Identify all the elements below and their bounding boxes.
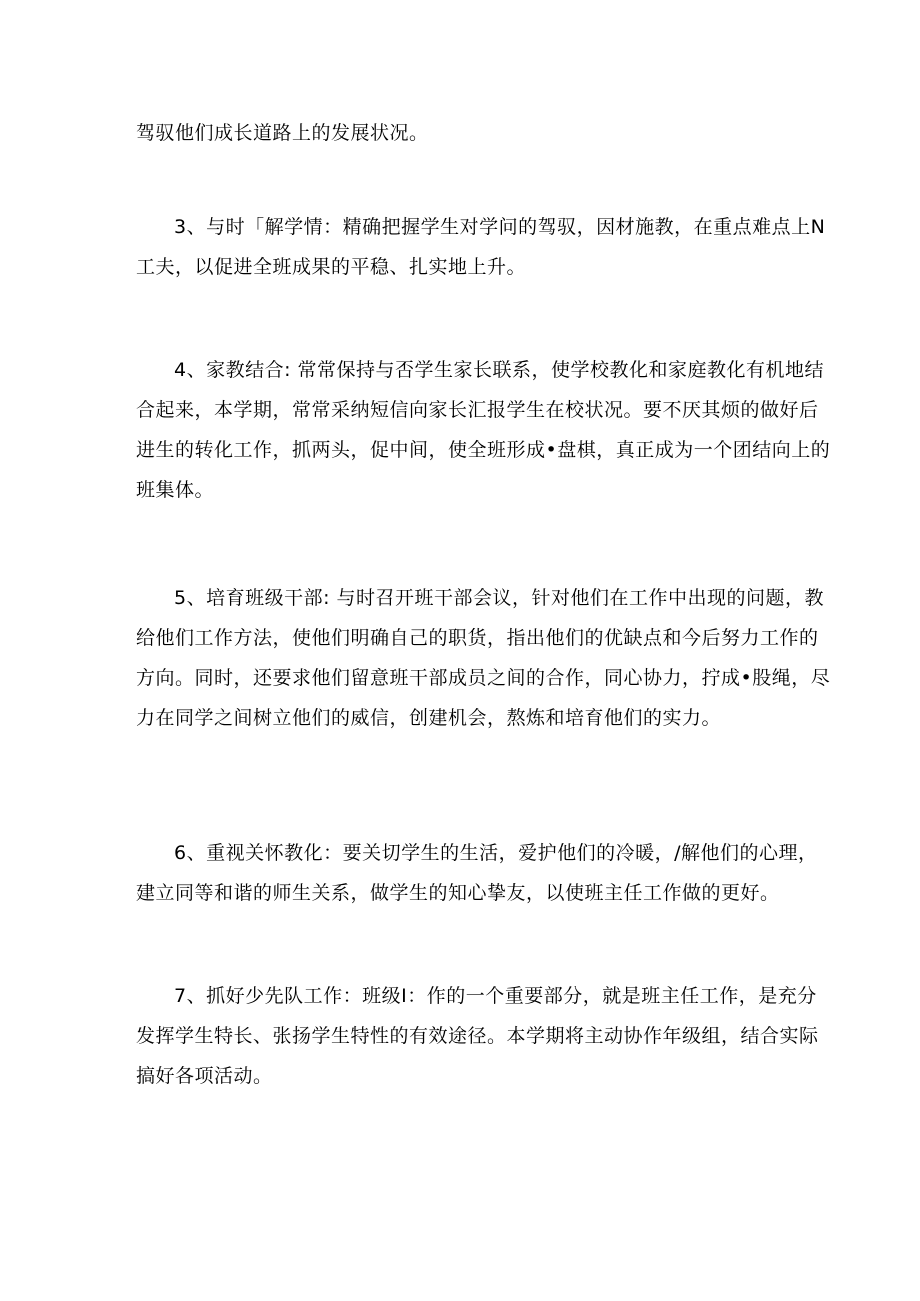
text-line: 力在同学之间树立他们的威信，创建机会，熬炼和培育他们的实力。 (136, 707, 722, 729)
text-line: 搞好各项活动。 (136, 1065, 273, 1087)
paragraph-item-6 (136, 833, 818, 913)
text-line: 建立同等和谐的师生关系，做学生的知心挚友，以使班主任工作做的更好。 (136, 882, 780, 904)
text-line: 3、与时「解学情：精确把握学生对学问的驾驭，因材施教，在重点难点上N (174, 216, 826, 238)
text-line: 7、抓好少先队工作：班级I：作的一个重要部分，就是班主任工作，是充分 (174, 985, 817, 1007)
text-line: 6、重视关怀教化：要关切学生的生活，爱护他们的冷暖，/解他们的心理， (174, 842, 818, 864)
text-line: 方向。同时，还要求他们留意班干部成员之间的合作，同心协力，拧成•股绳，尽 (136, 667, 831, 689)
text-line: 合起来，本学期，常常采纳短信向家长汇报学生在校状况。要不厌其烦的做好后 (136, 399, 819, 421)
paragraph-item-7 (136, 976, 819, 1096)
text-line: 工夫，以促进全班成果的平稳、扎实地上升。 (136, 256, 527, 278)
paragraph-continuation (136, 113, 788, 153)
text-line: 驾驭他们成长道路上的发展状况。 (136, 122, 429, 144)
text-line: 进生的转化工作，抓两头，促中间，使全班形成•盘棋，真正成为一个团结向上的 (136, 439, 831, 461)
text-line: 4、家教结合: 常常保持与否学生家长联系，使学校教化和家庭教化有机地结 (174, 359, 825, 381)
paragraph-item-3 (136, 207, 826, 287)
text-line: 5、培育班级干部: 与时召开班干部会议，针对他们在工作中出现的问题，教 (174, 587, 825, 609)
text-line: 发挥学生特长、张扬学生特性的有效途径。本学期将主动协作年级组，结合实际 (136, 1025, 819, 1047)
text-line: 班集体。 (136, 479, 215, 501)
paragraph-item-5 (136, 578, 831, 738)
text-line: 给他们工作方法，使他们明确自己的职货，指出他们的优缺点和今后努力工作的 (136, 627, 819, 649)
paragraph-item-4 (136, 350, 831, 510)
